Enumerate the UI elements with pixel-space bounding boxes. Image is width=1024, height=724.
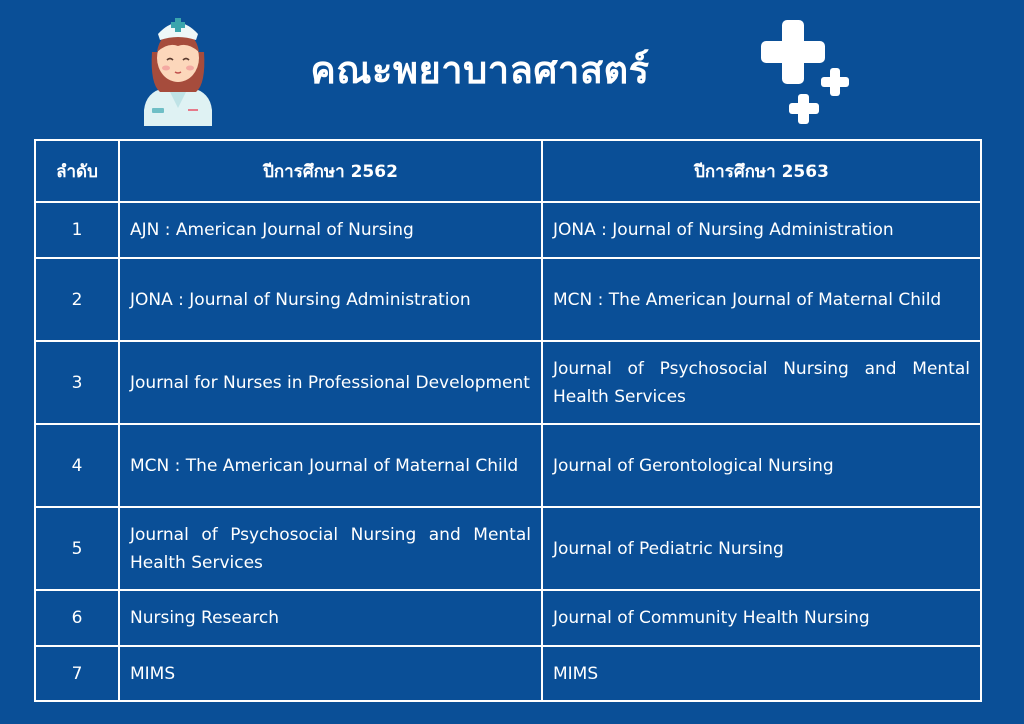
journal-2563: MCN : The American Journal of Maternal Child xyxy=(542,258,981,341)
table-row xyxy=(35,258,981,341)
table-header-row xyxy=(35,140,981,202)
journal-2562: JONA : Journal of Nursing Administration xyxy=(119,258,542,341)
medical-cross-icon xyxy=(758,16,858,126)
table-row xyxy=(35,424,981,507)
journal-table xyxy=(34,139,982,702)
journal-2562: AJN : American Journal of Nursing xyxy=(119,202,542,258)
journal-2562: MIMS xyxy=(119,646,542,701)
row-number: 7 xyxy=(35,646,119,701)
journal-2562: Journal of Psychosocial Nursing and Mental Health Services xyxy=(119,507,542,590)
journal-2563: Journal of Gerontological Nursing xyxy=(542,424,981,507)
table-row xyxy=(35,590,981,646)
table-row xyxy=(35,202,981,258)
row-number: 6 xyxy=(35,590,119,646)
row-number: 3 xyxy=(35,341,119,424)
header-year-2563: ปีการศึกษา 2563 xyxy=(542,140,981,202)
journal-2562: Journal for Nurses in Professional Development xyxy=(119,341,542,424)
table-row xyxy=(35,507,981,590)
header-year-2562: ปีการศึกษา 2562 xyxy=(119,140,542,202)
journal-2563: Journal of Community Health Nursing xyxy=(542,590,981,646)
row-number: 2 xyxy=(35,258,119,341)
row-number: 4 xyxy=(35,424,119,507)
journal-2562: Nursing Research xyxy=(119,590,542,646)
table-row xyxy=(35,646,981,701)
row-number: 1 xyxy=(35,202,119,258)
journal-2563: JONA : Journal of Nursing Administration xyxy=(542,202,981,258)
row-number: 5 xyxy=(35,507,119,590)
table-row xyxy=(35,341,981,424)
journal-2563: Journal of Psychosocial Nursing and Mental Health Services xyxy=(542,341,981,424)
journal-2562: MCN : The American Journal of Maternal Child xyxy=(119,424,542,507)
header-order: ลำดับ xyxy=(35,140,119,202)
journal-2563: Journal of Pediatric Nursing xyxy=(542,507,981,590)
journal-2563: MIMS xyxy=(542,646,981,701)
nurse-avatar-icon xyxy=(138,12,218,126)
page-title: คณะพยาบาลศาสตร์ xyxy=(310,48,650,92)
